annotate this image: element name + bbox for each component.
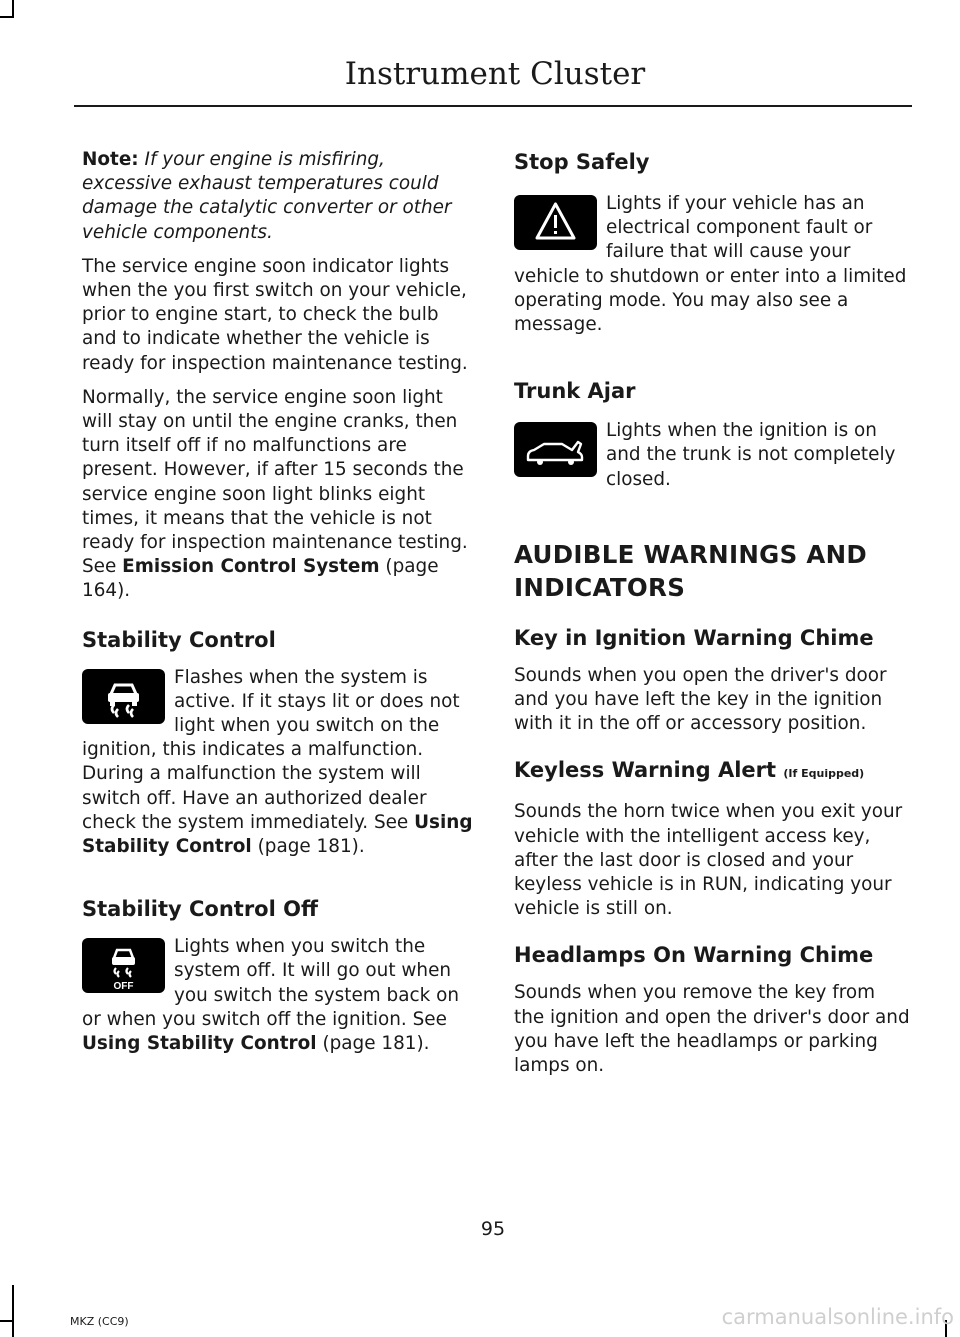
using-stability-control-link[interactable]: Using Stability Control [82, 1033, 317, 1055]
key-in-ignition-paragraph: Sounds when you open the driver's door and you have left the key in the ignition with it in the off or accessory position. [514, 664, 887, 735]
page-reference: (page 181). [322, 1033, 430, 1055]
stop-safely-paragraph: Lights if your vehicle has an electrical component fault or failure that will cause your vehicle to shutdown or enter into a limited operating mode. You may also see a message. [514, 193, 907, 336]
stability-control-heading: Stability Control [82, 627, 276, 652]
crop-mark [0, 16, 14, 18]
page-reference: (page 164). [82, 556, 439, 602]
stop-safely-block [514, 192, 910, 347]
trunk-ajar-block [514, 419, 910, 502]
stability-off-icon-label: OFF [113, 981, 134, 993]
stability-control-off-icon [82, 938, 165, 993]
note-text: If your engine is misfiring, excessive exhaust temperatures could damage the catalytic converter or other vehicle components. [82, 149, 452, 243]
keyless-warning-title: Keyless Warning Alert [514, 758, 777, 783]
trunk-ajar-paragraph: Lights when the ignition is on and the trunk is not completely closed. [606, 420, 896, 490]
stability-control-block [82, 666, 476, 870]
model-code: MKZ (CC9) [70, 1315, 129, 1328]
headlamps-on-heading: Headlamps On Warning Chime [514, 943, 874, 968]
section-heading-line1: AUDIBLE WARNINGS AND [514, 539, 868, 569]
trunk-ajar-heading: Trunk Ajar [514, 379, 636, 404]
stop-safely-heading: Stop Safely [514, 150, 650, 174]
keyless-warning-heading [514, 756, 910, 788]
emission-control-link[interactable]: Emission Control System [122, 556, 380, 578]
stability-control-off-text: Lights when you switch the system off. It will go out when you switch the system back on or when you switch off the ignition. See [82, 936, 460, 1030]
right-column [514, 148, 910, 1088]
watermark: carmanualsonline.info [721, 1305, 954, 1329]
trunk-ajar-icon [514, 422, 597, 477]
stability-control-off-block [82, 935, 476, 1066]
header-divider [74, 105, 912, 107]
note-paragraph [82, 148, 476, 245]
audible-warnings-section-heading [514, 538, 910, 604]
using-stability-control-link[interactable]: Using Stability Control [82, 811, 473, 858]
page-number: 95 [480, 1218, 506, 1240]
service-engine-blink-text: Normally, the service engine soon light will stay on until the engine cranks, then turn itself off if no malfunctions are present. However, if after 15 seconds the service engine soon light blinks eight times, it means that the vehicle is not ready for inspection maintenance testing. See [82, 386, 468, 578]
note-label: Note: [82, 149, 139, 170]
stability-control-off-heading: Stability Control Off [82, 897, 318, 922]
page-title: Instrument Cluster [344, 56, 646, 92]
key-in-ignition-heading: Key in Ignition Warning Chime [514, 625, 874, 650]
service-engine-paragraph: The service engine soon indicator lights when the you first switch on your vehicle, prior to engine start, to check the bulb and to indicate whether the vehicle is ready for inspection maintenance testing. [82, 255, 468, 374]
crop-mark [0, 1320, 14, 1322]
page-reference: (page 181). [257, 836, 365, 858]
warning-triangle-icon [514, 195, 597, 250]
stability-control-text: Flashes when the system is active. If it stays lit or does not light when you switch on the ignition, this indicates a malfunction. During a malfunction the system will switch off. Have an authorized dealer check the system immediately. See [82, 666, 460, 833]
headlamps-on-paragraph: Sounds when you remove the key from the ignition and open the driver's door and you have left the headlamps or parking lamps on. [514, 982, 910, 1077]
service-engine-blink-paragraph [82, 386, 476, 604]
stability-control-icon [82, 669, 165, 724]
left-column [82, 148, 476, 1066]
section-heading-line2: INDICATORS [514, 572, 686, 602]
if-equipped-label: (If Equipped) [783, 767, 865, 781]
keyless-warning-paragraph: Sounds the horn twice when you exit your vehicle with the intelligent access key, after the last door is closed and your keyless vehicle is in RUN, indicating your vehicle is still on. [514, 801, 903, 920]
crop-mark [12, 1285, 14, 1337]
